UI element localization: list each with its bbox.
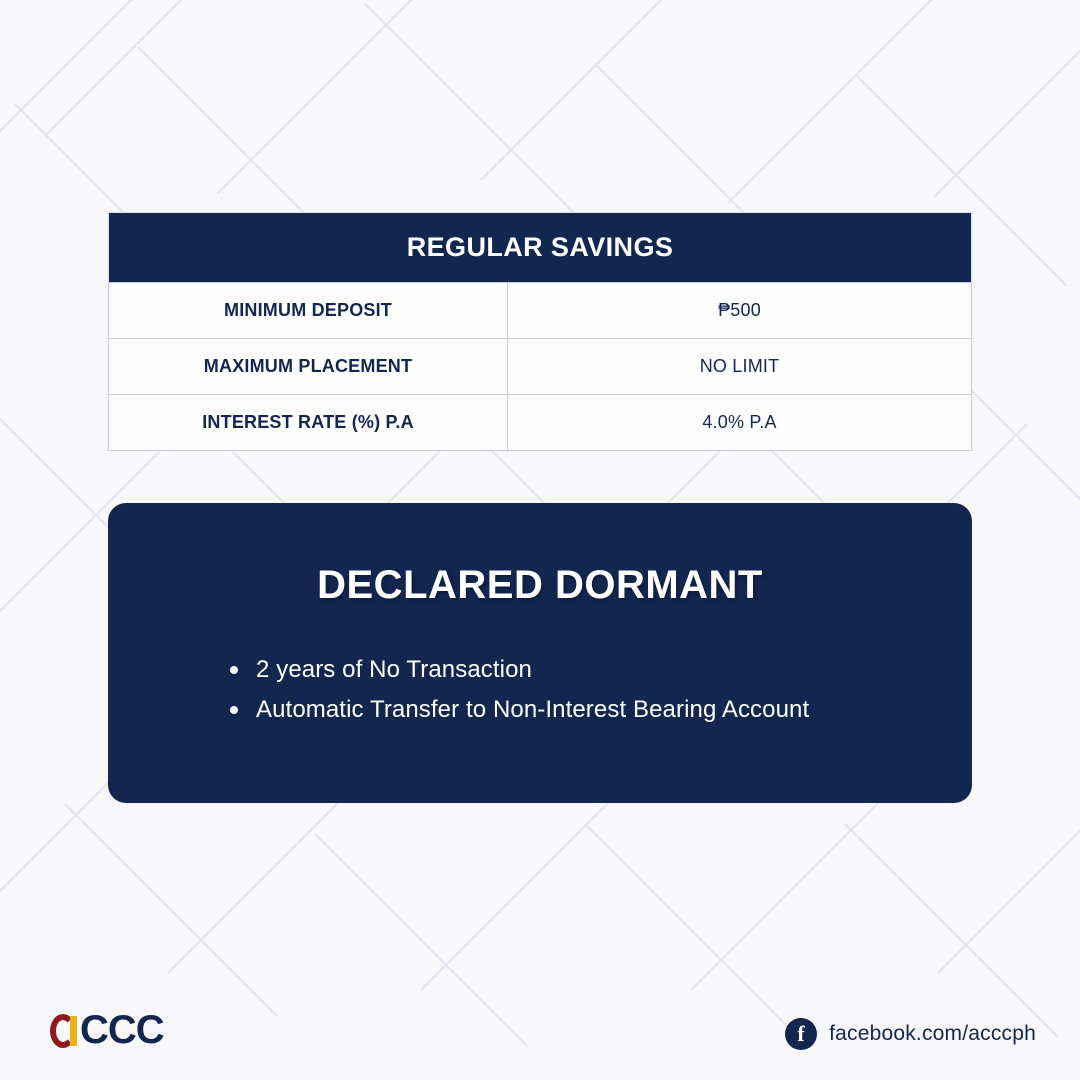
row-value: 4.0% P.A — [508, 395, 972, 451]
table-header-row — [109, 213, 972, 283]
row-label: INTEREST RATE (%) P.A — [109, 395, 508, 451]
table-title: REGULAR SAVINGS — [109, 213, 972, 283]
panel-heading: DECLARED DORMANT — [317, 563, 763, 607]
table-body — [109, 283, 972, 451]
facebook-icon[interactable]: f — [785, 1018, 817, 1050]
table-header — [109, 213, 972, 283]
regular-savings-table-wrapper — [108, 212, 972, 451]
logo-mark-icon — [50, 1014, 78, 1048]
facebook-handle[interactable]: facebook.com/acccph — [829, 1022, 1036, 1045]
row-label: MINIMUM DEPOSIT — [109, 283, 508, 339]
panel-bullet-list — [228, 650, 932, 730]
list-item: 2 years of No Transaction — [228, 650, 932, 690]
logo-text: CCC — [80, 1008, 164, 1052]
row-value: ₱500 — [508, 283, 972, 339]
table-row — [109, 283, 972, 339]
table-row — [109, 395, 972, 451]
table-row — [109, 339, 972, 395]
brand-logo — [50, 1008, 164, 1053]
regular-savings-table — [108, 212, 972, 451]
row-value: NO LIMIT — [508, 339, 972, 395]
facebook-footer[interactable] — [785, 1018, 1036, 1050]
list-item: Automatic Transfer to Non-Interest Bearing Account — [228, 690, 932, 730]
declared-dormant-panel — [108, 503, 972, 803]
row-label: MAXIMUM PLACEMENT — [109, 339, 508, 395]
